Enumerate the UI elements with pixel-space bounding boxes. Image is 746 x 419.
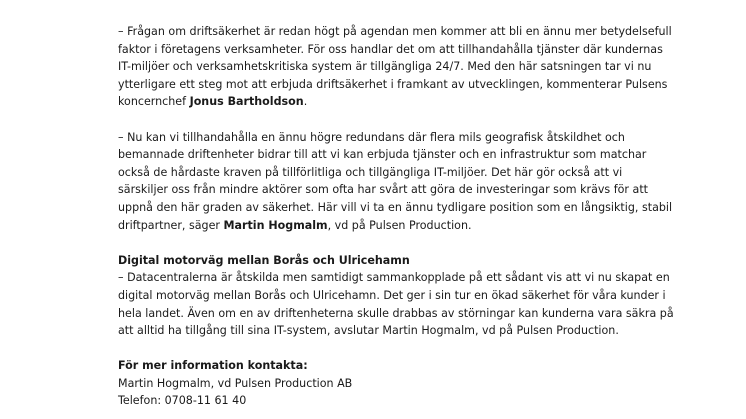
text-line: digital motorväg mellan Borås och Ulricehamn. Det ger i sin tur en ökad säkerhet för våra kunder i (118, 288, 666, 302)
text-span: , vd på Pulsen Production. (327, 218, 472, 232)
text-line: särskiljer oss från mindre aktörer som ofta har svårt att göra de investeringar som krävs för att (118, 183, 649, 197)
text-span: koncernchef (118, 95, 190, 109)
text-line: – Frågan om driftsäkerhet är redan högt på agendan men kommer att bli en ännu mer betydelsefull (118, 25, 672, 38)
text-line (118, 93, 738, 111)
paragraph-spacer (118, 340, 738, 358)
text-line: faktor i företagens verksamheter. För oss handlar det om att tillhandahålla tjänster där kundernas (118, 42, 663, 56)
text-line: uppnå den här graden av säkerhet. Här vill vi ta en ännu tydligare position som en långsiktig, stabil (118, 200, 673, 214)
section-digital-motorway (118, 252, 738, 340)
text-span: driftpartner, säger (118, 218, 224, 232)
section-heading: Digital motorväg mellan Borås och Ulricehamn (118, 253, 410, 267)
text-line: att alltid ha tillgång till sina IT-system, avslutar Martin Hogmalm, vd på Pulsen Production. (118, 324, 619, 338)
contact-phone: Telefon: 0708-11 61 40 (118, 394, 247, 408)
paragraph-spacer (118, 234, 738, 252)
text-line (118, 217, 738, 235)
person-name-jonus-bartholdson: Jonus Bartholdson (189, 95, 304, 109)
text-line: också de hårdaste kraven på tillförlitliga och tillgängliga IT-miljöer. Det här gör också att vi (118, 165, 623, 179)
text-line: IT-miljöer och verksamhetskritiska system är tillgängliga 24/7. Med den här satsningen tar vi nu (118, 60, 652, 74)
paragraph-quote-2 (118, 129, 738, 235)
person-name-martin-hogmalm: Martin Hogmalm (223, 218, 328, 232)
contact-name: Martin Hogmalm, vd Pulsen Production AB (118, 376, 353, 390)
press-release-body (118, 23, 738, 410)
text-span: . (303, 95, 308, 109)
text-line: ytterligare ett steg mot att erbjuda driftsäkerhet i framkant av utvecklingen, kommenterar Pulsens (118, 77, 668, 91)
contact-info (118, 357, 738, 410)
text-line: hela landet. Även om en av driftenheterna skulle drabbas av störningar kan kunderna vara säkra på (118, 306, 674, 320)
paragraph-quote-1 (118, 23, 738, 111)
text-line: – Datacentralerna är åtskilda men samtidigt sammankopplade på ett sådant vis att vi nu skapat en (118, 271, 670, 285)
text-line: bemannade driftenheter bidrar till att vi kan erbjuda tjänster och en infrastruktur som matchar (118, 148, 647, 162)
contact-heading: För mer information kontakta: (118, 359, 308, 373)
text-line: – Nu kan vi tillhandahålla en ännu högre redundans där flera mils geografisk åtskildhet och (118, 130, 625, 144)
paragraph-spacer (118, 111, 738, 129)
